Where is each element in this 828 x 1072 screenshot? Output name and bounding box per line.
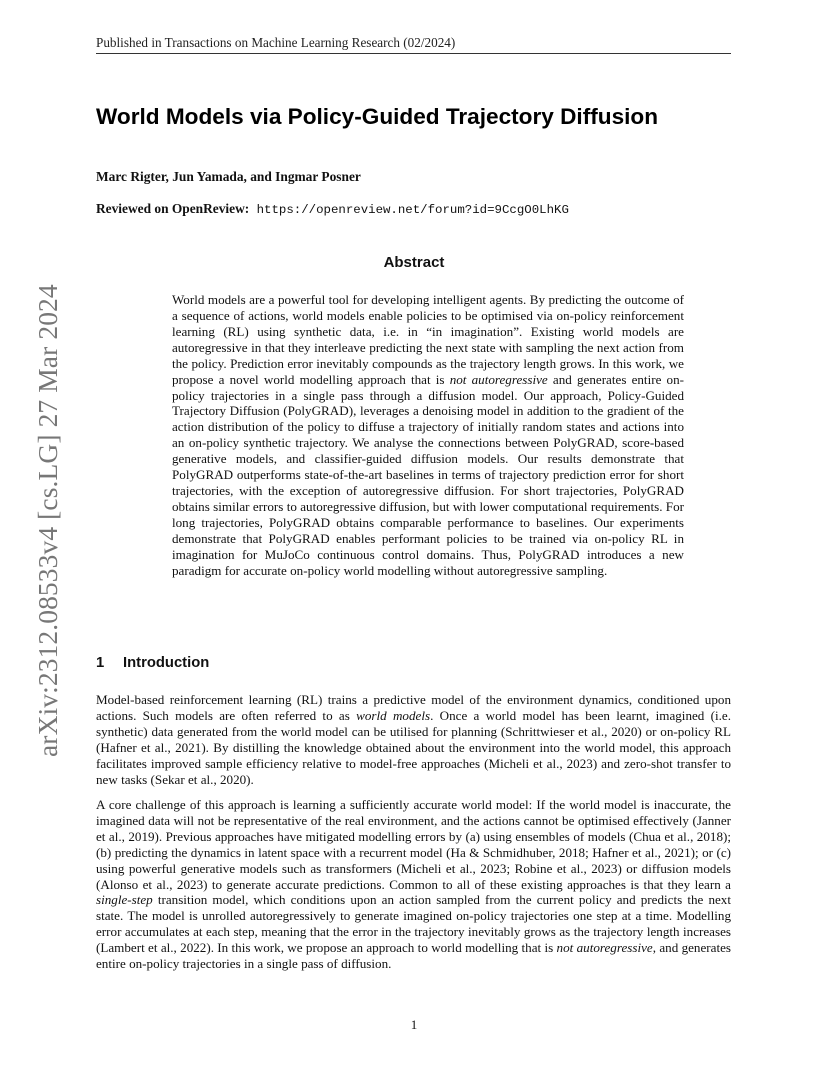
abstract-text-part: World models are a powerful tool for developing intelligent agents. By predicting the outcome of a sequence of actions, world models enable policies to be optimised via on-policy reinforcement learning (RL) using synthetic data, i.e. in “in imagination”. Existing world models are autoregressive in that they interleave predicting the next state with sampling the next action from the policy. Prediction error inevitably compounds as the trajectory length grows. In this work, we propose a novel world modelling approach that is [172, 292, 684, 387]
author-list: Marc Rigter, Jun Yamada, and Ingmar Posner [96, 169, 361, 184]
arxiv-identifier: arXiv:2312.08533v4 [cs.LG] 27 Mar 2024 [32, 284, 63, 757]
abstract-text [172, 292, 684, 579]
paragraph-emphasis: not autoregressive [556, 940, 653, 956]
paper-title: World Models via Policy-Guided Trajectory Diffusion [96, 104, 659, 129]
paragraph-emphasis: world models [356, 707, 431, 723]
running-header: Published in Transactions on Machine Learning Research (02/2024) [96, 35, 456, 50]
intro-paragraph [96, 692, 731, 787]
section-heading [96, 655, 209, 671]
section-number: 1 [96, 655, 105, 671]
review-label: Reviewed on OpenReview: [96, 201, 250, 216]
paragraph-text: A core challenge of this approach is learning a sufficiently accurate world model: If the world model is inaccurate, the imagined data will not be representative of the real environment, and the actions cannot be optimised effectively (Janner et al., 2019). Previous approaches have mitigated modelling errors by (a) using ensembles of models (Chua et al., 2018); (b) predicting the dynamics in latent space with a recurrent model (Ha & Schmidhuber, 2018; Hafner et al., 2021); or (c) using powerful generative models such as transformers (Micheli et al., 2023; Robine et al., 2023) or diffusion models (Alonso et al., 2023) to generate accurate predictions. Common to all of these existing approaches is that they learn a [96, 797, 731, 892]
abstract-text-part: and generates entire on-policy trajectories in a single pass through a diffusion model. Our approach, Policy-Guided Trajectory Diffusion (PolyGRAD), leverages a denoising model in addition to the gradient of the action distribution of the policy to diffuse a trajectory of initially random states and actions into an on-policy synthetic trajectory. We analyse the connections between PolyGRAD, score-based generative models, and classifier-guided diffusion models. Our results demonstrate that PolyGRAD outperforms state-of-the-art baselines in terms of trajectory prediction error for short trajectories, with the exception of autoregressive diffusion. For short trajectories, PolyGRAD obtains similar errors to autoregressive diffusion, but with lower computational requirements. For long trajectories, PolyGRAD obtains comparable performance to baselines. Our experiments demonstrate that PolyGRAD enables performant policies to be trained via on-policy RL in imagination for MuJoCo continuous control domains. Thus, PolyGRAD introduces a new paradigm for accurate on-policy world modelling without autoregressive sampling. [172, 371, 685, 578]
page-number: 1 [410, 1017, 418, 1032]
abstract-heading: Abstract [383, 254, 445, 271]
section-title: Introduction [123, 655, 210, 671]
intro-paragraph [96, 797, 731, 972]
paragraph-emphasis: single-step [96, 892, 153, 908]
paragraph-text: , and generates entire on-policy trajectories in a single pass of diffusion. [96, 940, 732, 972]
abstract-emphasis: not autoregressive [449, 371, 548, 387]
paragraph-text: transition model, which conditions upon an action sampled from the current policy and predicts the next state. The model is unrolled autoregressively to generate imagined on-policy trajectories one step at a time. Modelling error accumulates at each step, meaning that the error in the trajectory inevitably grows as the trajectory length increases (Lambert et al., 2022). In this work, we propose an approach to world modelling that is [96, 892, 731, 956]
paragraph-text: Model-based reinforcement learning (RL) trains a predictive model of the environment dynamics, conditioned upon actions. Such models are often referred to as [96, 692, 731, 723]
header-rule [96, 53, 731, 54]
paragraph-text: . Once a world model has been learnt, imagined (i.e. synthetic) data generated from the world model can be utilised for planning (Schrittwieser et al., 2020) or on-policy RL (Hafner et al., 2021). By distilling the knowledge obtained about the environment into the world model, this approach facilitates improved sample efficiency relative to model-free approaches (Micheli et al., 2023) and zero-shot transfer to new tasks (Sekar et al., 2020). [96, 707, 731, 787]
review-line [96, 201, 569, 217]
openreview-link[interactable]: https://openreview.net/forum?id=9CcgO0LhKG [256, 203, 569, 217]
